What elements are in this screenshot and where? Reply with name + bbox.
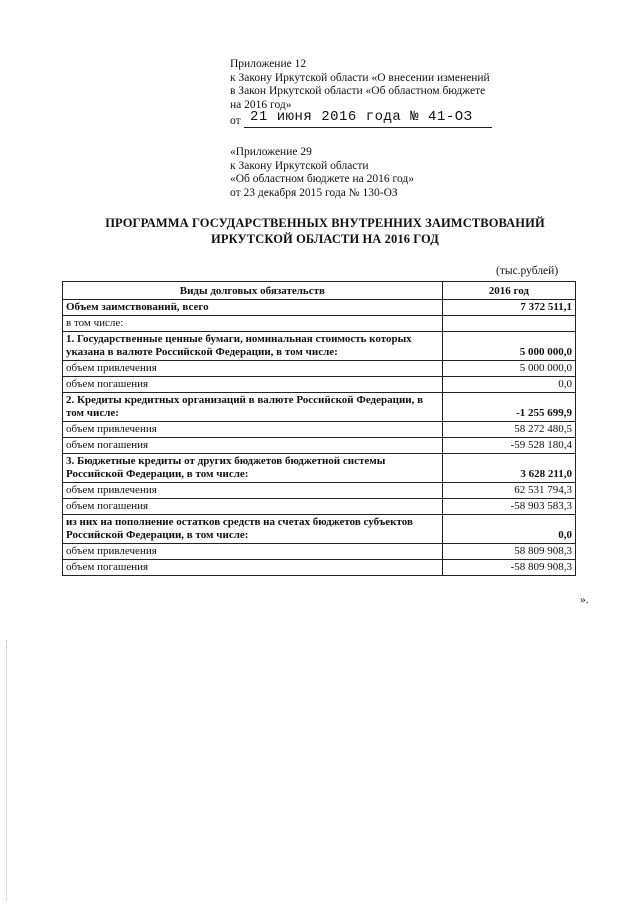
table-row bbox=[63, 544, 576, 560]
table-row bbox=[63, 454, 576, 483]
row-name: объем погашения bbox=[63, 438, 443, 454]
appendix-line: Приложение 12 bbox=[230, 58, 307, 70]
row-value: 3 628 211,0 bbox=[442, 454, 575, 483]
row-name: 3. Бюджетные кредиты от других бюджетов бюджетной системы Российской Федерации, в том числе: bbox=[63, 454, 443, 483]
scan-margin-artifact bbox=[6, 640, 11, 900]
row-name: 1. Государственные ценные бумаги, номинальная стоимость которых указана в валюте Российской Федерации, в том числе: bbox=[63, 332, 443, 361]
table-row bbox=[63, 393, 576, 422]
table-row bbox=[63, 316, 576, 332]
decree-prefix: от bbox=[230, 115, 241, 127]
header-debt-types: Виды долговых обязательств bbox=[63, 282, 443, 300]
row-value: -1 255 699,9 bbox=[442, 393, 575, 422]
row-name: объем привлечения bbox=[63, 483, 443, 499]
table-row bbox=[63, 438, 576, 454]
table-row bbox=[63, 300, 576, 316]
decree-stamp: 21 июня 2016 года № 41-ОЗ bbox=[250, 109, 473, 125]
row-name: объем погашения bbox=[63, 377, 443, 393]
row-name: объем погашения bbox=[63, 499, 443, 515]
row-value: -58 809 908,3 bbox=[442, 560, 575, 576]
title-line-2: ИРКУТСКОЙ ОБЛАСТИ НА 2016 ГОД bbox=[211, 232, 439, 246]
units-label: (тыс.рублей) bbox=[496, 265, 559, 277]
row-value: -58 903 583,3 bbox=[442, 499, 575, 515]
law2-line-2: «Об областном бюджете на 2016 год» bbox=[230, 173, 414, 185]
row-value: 0,0 bbox=[442, 515, 575, 544]
row-name: в том числе: bbox=[63, 316, 443, 332]
row-value: 5 000 000,0 bbox=[442, 332, 575, 361]
row-name: объем привлечения bbox=[63, 361, 443, 377]
closing-quote: ». bbox=[580, 594, 589, 606]
table-row bbox=[63, 515, 576, 544]
table-row bbox=[63, 560, 576, 576]
row-name: объем погашения bbox=[63, 560, 443, 576]
law-line-2: в Закон Иркутской области «Об областном бюджете bbox=[230, 85, 486, 97]
row-value: 7 372 511,1 bbox=[442, 300, 575, 316]
table-row bbox=[63, 422, 576, 438]
table-row bbox=[63, 483, 576, 499]
row-value: 5 000 000,0 bbox=[442, 361, 575, 377]
row-value: 62 531 794,3 bbox=[442, 483, 575, 499]
decree-underline bbox=[244, 127, 492, 128]
row-value: 58 809 908,3 bbox=[442, 544, 575, 560]
row-value: 58 272 480,5 bbox=[442, 422, 575, 438]
borrowing-table bbox=[62, 281, 576, 576]
document-title bbox=[60, 215, 590, 247]
law2-line-1: к Закону Иркутской области bbox=[230, 159, 369, 172]
table-row bbox=[63, 332, 576, 361]
row-name: из них на пополнение остатков средств на счетах бюджетов субъектов Российской Федерации, в том числе: bbox=[63, 515, 443, 544]
law2-line-3: от 23 декабря 2015 года № 130-ОЗ bbox=[230, 186, 398, 199]
header-appendix-29 bbox=[230, 146, 530, 200]
row-value: -59 528 180,4 bbox=[442, 438, 575, 454]
header-appendix-12 bbox=[230, 58, 530, 128]
table-header-row bbox=[63, 282, 576, 300]
row-name: объем привлечения bbox=[63, 544, 443, 560]
table-row bbox=[63, 499, 576, 515]
header-year: 2016 год bbox=[442, 282, 575, 300]
row-name: Объем заимствований, всего bbox=[63, 300, 443, 316]
row-name: 2. Кредиты кредитных организаций в валюте Российской Федерации, в том числе: bbox=[63, 393, 443, 422]
row-value bbox=[442, 316, 575, 332]
law-line-3: на 2016 год» bbox=[230, 98, 292, 111]
table-row bbox=[63, 377, 576, 393]
table-body bbox=[63, 300, 576, 576]
law-line-1: к Закону Иркутской области «О внесении изменений bbox=[230, 71, 490, 84]
row-name: объем привлечения bbox=[63, 422, 443, 438]
appendix-29-line: «Приложение 29 bbox=[230, 146, 312, 158]
table-row bbox=[63, 361, 576, 377]
row-value: 0,0 bbox=[442, 377, 575, 393]
title-line-1: ПРОГРАММА ГОСУДАРСТВЕННЫХ ВНУТРЕННИХ ЗАИМСТВОВАНИЙ bbox=[105, 216, 545, 230]
decree-line bbox=[230, 109, 530, 128]
